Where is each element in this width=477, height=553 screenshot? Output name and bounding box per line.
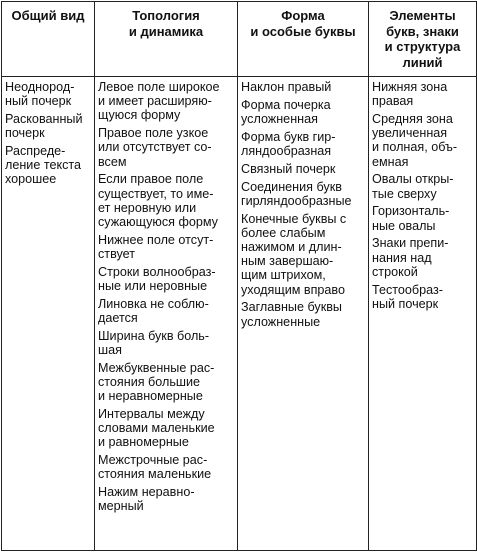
list-item: Знаки препи- нания над строкой (372, 236, 449, 279)
list-item: Раскованный почерк (5, 112, 83, 141)
list-item: Нижнее поле отсут- ствует (98, 232, 214, 262)
list-item: Левое поле широкое и имеет расширяю- щуюся форму (98, 80, 220, 123)
list-item: Овалы откры- тые сверху (372, 172, 454, 201)
list-item: Межстрочные рас- стояния маленькие (98, 453, 212, 482)
list-item: Тестообраз- ный почерк (372, 282, 443, 311)
list-item: Правое поле узкое или отсутствует со- всем (98, 126, 212, 169)
list-item: Форма букв гир- ляндообразная (241, 129, 336, 158)
list-item: Нажим неравно- мерный (98, 485, 195, 514)
list-item: Форма почерка усложненная (241, 97, 331, 126)
list-item: Заглавные буквы усложненные (241, 300, 342, 329)
list-item: Горизонталь- ные овалы (372, 204, 450, 233)
header-form-special-letters: Форма и особые буквы (238, 2, 369, 77)
list-item: Неоднород- ный почерк (5, 80, 75, 109)
body-row (2, 77, 477, 551)
column-form-special-letters (238, 77, 369, 551)
header-topology-dynamics: Топология и динамика (95, 2, 238, 77)
list-item: Связный почерк (241, 161, 336, 176)
column-general-view (2, 77, 95, 551)
list-item: Наклон правый (241, 80, 332, 94)
list-item: Ширина букв боль- шая (98, 328, 210, 358)
header-general-view: Общий вид (2, 2, 95, 77)
list-item: Распреде- ление текста хорошее (5, 144, 82, 187)
column-letter-elements (369, 77, 477, 551)
column-topology-dynamics (95, 77, 238, 551)
header-letter-elements: Элементы букв, знаки и структура линий (369, 2, 477, 77)
list-item: Строки волнообраз- ные или неровные (98, 264, 216, 294)
list-item: Соединения букв гирляндообразные (241, 179, 352, 208)
handwriting-table (1, 1, 477, 551)
list-item: Конечные буквы с более слабым нажимом и длин- ным завершаю- щим штрихом, уходящим вправо (241, 211, 347, 297)
list-item: Если правое поле существует, то име- ет неровную или сужающуюся форму (98, 172, 218, 230)
list-item: Линовка не соблю- дается (98, 296, 209, 326)
list-item: Межбуквенные рас- стояния большие и неравномерные (98, 360, 215, 404)
list-item: Средняя зона увеличенная и полная, объ- емная (372, 112, 458, 169)
list-item: Интервалы между словами маленькие и равномерные (98, 407, 215, 450)
header-row (2, 2, 477, 77)
list-item: Нижняя зона правая (372, 80, 448, 109)
